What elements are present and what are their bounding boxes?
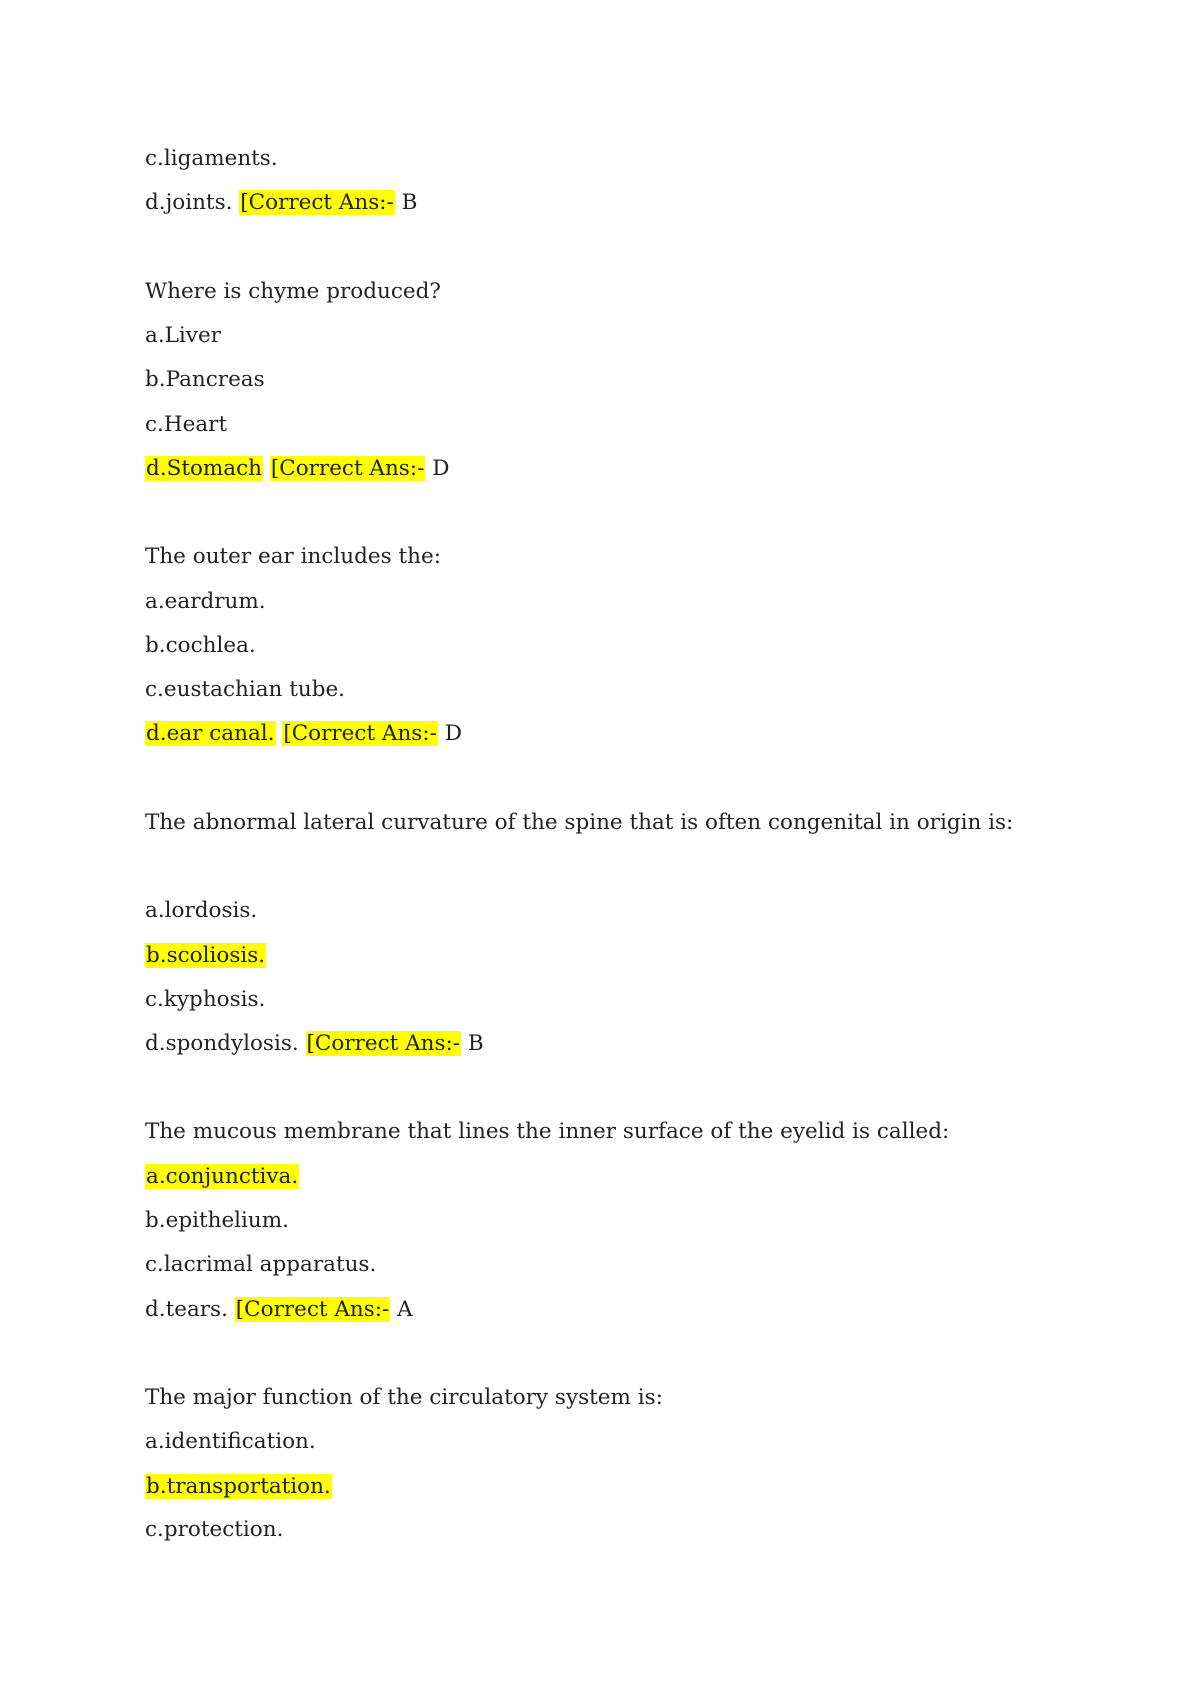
option-c: c.Heart: [145, 412, 228, 437]
option-a: a.identification.: [145, 1429, 316, 1454]
option-d: d.tears. [Correct Ans:- A: [145, 1297, 413, 1322]
option-c: c.protection.: [145, 1517, 284, 1542]
option-c: c.kyphosis.: [145, 987, 266, 1012]
question-text: The abnormal lateral curvature of the spine that is often congenital in origin is:: [145, 810, 1014, 835]
option-d: d.spondylosis. [Correct Ans:- B: [145, 1031, 484, 1056]
correct-answer-letter: B: [401, 190, 418, 215]
highlighted-answer: b.scoliosis.: [146, 943, 266, 968]
option-a: [145, 1162, 299, 1192]
option-b: b.cochlea.: [145, 633, 256, 658]
correct-answer-letter: D: [432, 456, 450, 481]
highlighted-answer: d.ear canal.: [146, 721, 275, 746]
correct-answer-label: [Correct Ans:-: [306, 1031, 461, 1056]
question-text: The mucous membrane that lines the inner surface of the eyelid is called:: [145, 1119, 950, 1144]
correct-answer-label: [Correct Ans:-: [235, 1297, 390, 1322]
option-d-text: d.joints.: [145, 190, 233, 215]
question-text: Where is chyme produced?: [145, 279, 441, 304]
option-d: [145, 188, 417, 218]
option-c: c.lacrimal apparatus.: [145, 1252, 377, 1277]
highlighted-answer: b.transportation.: [146, 1474, 331, 1499]
option-b: b.Pancreas: [145, 367, 265, 392]
option-d: [145, 454, 449, 484]
option-d: [145, 719, 462, 749]
highlighted-answer: d.Stomach: [146, 456, 263, 481]
correct-answer-letter: D: [444, 721, 462, 746]
option-c: [145, 144, 278, 174]
highlighted-answer: a.conjunctiva.: [146, 1164, 299, 1189]
question-text: The outer ear includes the:: [145, 544, 441, 569]
option-a: a.lordosis.: [145, 898, 258, 923]
correct-answer-label: [Correct Ans:-: [283, 721, 437, 746]
question-text: The major function of the circulatory system is:: [145, 1385, 663, 1410]
option-a: a.Liver: [145, 323, 221, 348]
option-c-text: c.ligaments.: [145, 146, 278, 171]
option-c: c.eustachian tube.: [145, 677, 346, 702]
option-a: a.eardrum.: [145, 589, 266, 614]
option-b: [145, 1472, 332, 1502]
correct-answer-label: [Correct Ans:-: [270, 456, 425, 481]
correct-answer-label: [Correct Ans:-: [240, 190, 394, 215]
option-b: [145, 941, 266, 971]
correct-answer-letter: B: [467, 1031, 484, 1056]
option-b: b.epithelium.: [145, 1208, 289, 1233]
correct-answer-letter: A: [397, 1297, 413, 1322]
